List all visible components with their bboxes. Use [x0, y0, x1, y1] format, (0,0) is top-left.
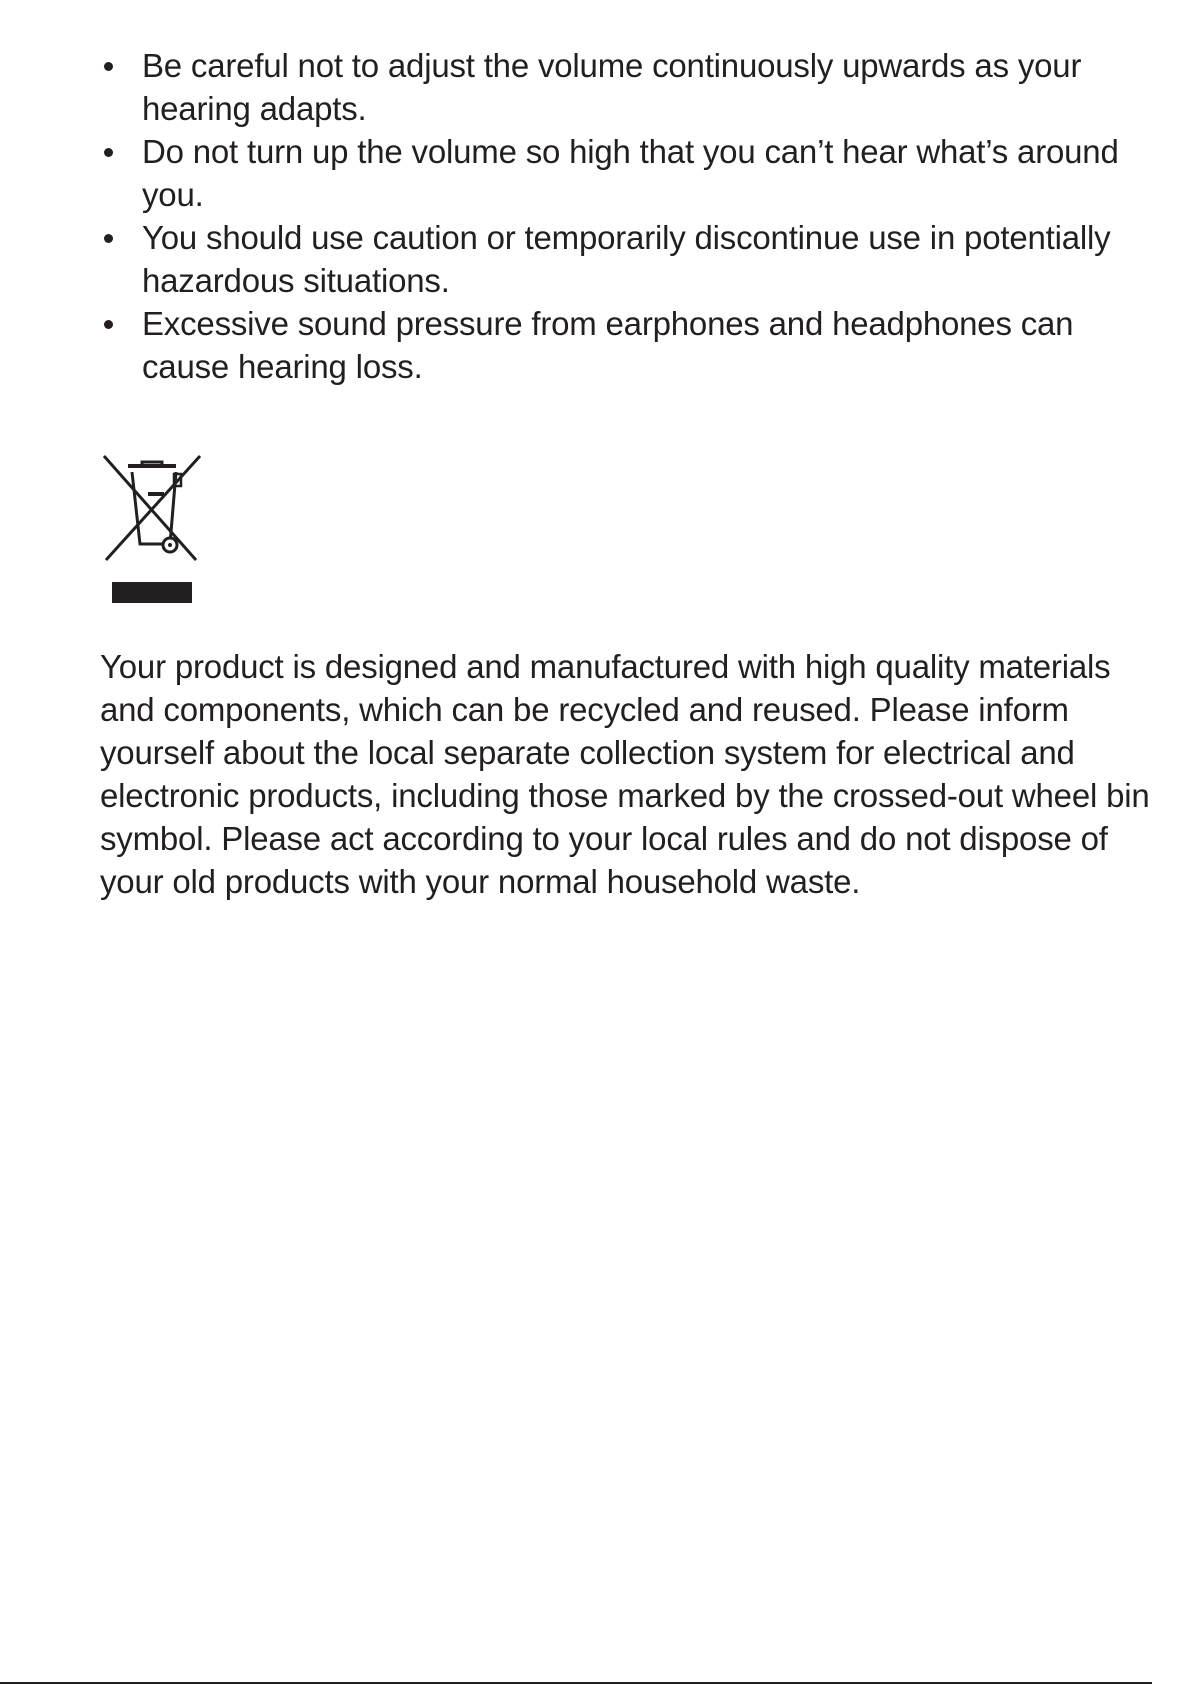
page-bottom-rule	[0, 1682, 1152, 1684]
bullet-text: Excessive sound pressure from earphones and headphones can cause hearing loss.	[142, 305, 1074, 385]
bullet-text: You should use caution or temporarily discontinue use in potentially hazardous situations.	[142, 219, 1111, 299]
list-item	[100, 44, 1140, 130]
list-item	[100, 216, 1140, 302]
bullet-dot-icon	[104, 62, 113, 71]
disposal-paragraph: Your product is designed and manufactured with high quality materials and components, which can be recycled and reused. Please inform yourself about the local separate collection system for electrical and electronic products, including those marked by the crossed-out wheel bin symbol. Please act according to your local rules and do not dispose of your old products with your normal household waste.	[100, 648, 1150, 900]
safety-bullet-list	[100, 44, 1140, 388]
list-item	[100, 130, 1140, 216]
bullet-dot-icon	[104, 148, 113, 157]
bullet-text: Be careful not to adjust the volume continuously upwards as your hearing adapts.	[142, 47, 1082, 127]
crossed-out-wheelie-bin-icon	[100, 452, 210, 608]
bullet-text: Do not turn up the volume so high that you can’t hear what’s around you.	[142, 133, 1119, 213]
list-item	[100, 302, 1140, 388]
bullet-dot-icon	[104, 234, 113, 243]
bullet-dot-icon	[104, 320, 113, 329]
